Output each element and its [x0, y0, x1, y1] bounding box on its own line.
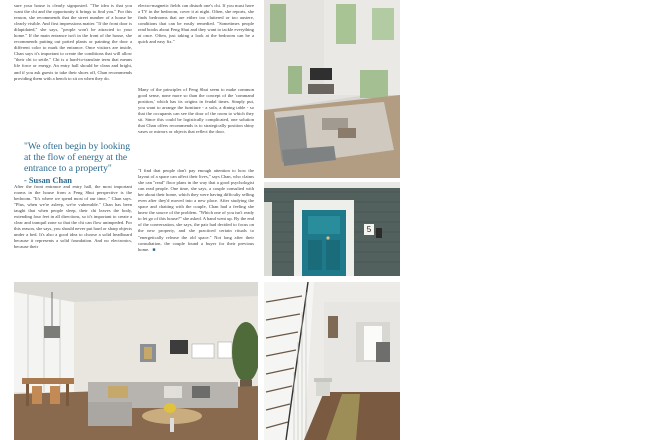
paragraph: "I find that people don't pay enough attention to how the layout of a space can affect their lives," says Chan, who claims she can "read" floor plans in the way that a good psychologist can read people. One time, she says, a couple consulted with her about their home, which they were having difficulty selling even after they'd moved into a new place. After studying the space and chatting with the couple, Chan had a feeling she knew the source of the problem. "Which one of you isn't ready to let go of this house?" she asked. A hand went up. By the end of the conversation, she says, the pair had decided to focus on the new property, and she practiced certain rituals to "energetically release the old space." Not long after their consultation, the couple found a buyer for their previous home. ■ — [138, 168, 254, 253]
text-column-1-top — [14, 3, 132, 139]
paragraph: sure your house is clearly signposted. "The idea is that you want the chi and the opportunity it brings to find you." For this reason, she recommends that the street number of a house be clearly visible. And first impressions matter. "If the front door is dilapidated," she says, "people won't be attracted to your home." If the main entrance isn't in the front of the house, she recommends putting out potted plants or painting the door a different color to mark the entrance. Once visitors are inside, Chan says it's important to create the conditions that will allow "their chi to settle." Chi is a hard-to-translate term that means life force or energy. An entry hall should be clean and bright, and if you ask guests to take their shoes off, Chan recommends providing them with a bench to sit on when they do. — [14, 3, 132, 81]
photo-front-door — [264, 182, 400, 276]
paragraph: Many of the principles of Feng Shui seem to make common good sense, none more so than the concept of the 'command position,' which has its origins in feudal times. Simply put, you want to arrange the furniture - a sofa, a dining table - so that the occupants can see the door of the room to which they sit. Since this could be logistically complicated, one solution that Chan offers recommends is to strategically position shiny vases or mirrors or objects that reflect the door. — [138, 87, 254, 135]
text-column-2-bottom — [138, 168, 254, 276]
photo-living-room-sectional — [14, 282, 258, 440]
paragraph: After the front entrance and entry hall, the most important rooms in the house from a Feng Shui perspective is the bedroom. "It's where we spend most of our time, " Chan says. "Plus, when we're asleep, we're vulnerable." Chan has been taught that when people sleep, their chi leaves the body, extending four feet in all directions, so it's important to create a clear and tranquil zone so that the chi can flow unimpeded. For this reason, she says, you should never put hard or sharp objects under a bed. It's also a good idea to choose a solid headboard because it represents a solid foundation. And no electronics, because their — [14, 184, 132, 250]
end-mark: ■ — [152, 247, 156, 253]
magazine-page — [10, 0, 400, 440]
house-number-plate — [364, 224, 374, 235]
house-number: 5 — [366, 225, 372, 234]
text-column-1-bottom — [14, 184, 132, 274]
photo-living-room-overhead — [264, 0, 400, 178]
text-column-2-middle — [138, 87, 254, 167]
pull-quote-attribution: - Susan Chan — [24, 176, 72, 185]
paragraph: electro-magnetic fields can disturb one's chi. If you must have a TV in the bedroom, cover it at night. Often, she reports, she finds bedrooms that are either too cluttered or too austere, conditions that can be easily remedied. "Sometimes people read books about Feng Shui and they want to tackle everything at once. Often, just taking a look at the bedroom can be a quick and easy fix." — [138, 3, 254, 45]
photo-staircase-hallway — [264, 282, 400, 440]
text-column-2-top — [138, 3, 254, 81]
pull-quote-text: "We often begin by looking at the flow of energy at the entrance to a property" — [24, 141, 130, 174]
pull-quote — [24, 141, 134, 186]
